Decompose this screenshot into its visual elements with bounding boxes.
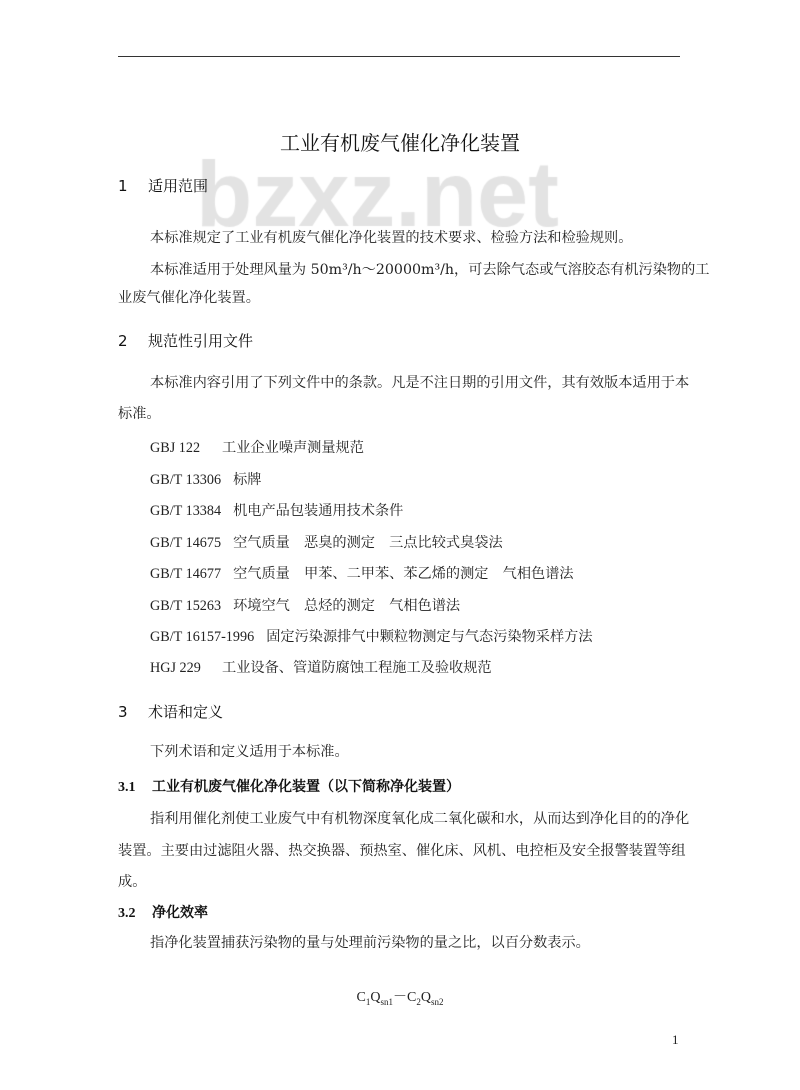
efficiency-formula-numerator [0,988,800,1012]
paragraph-cont: 成。 [118,874,147,890]
reference-code: GB/T 15263 [150,598,222,614]
paragraph: 本标准规定了工业有机废气催化净化装置的技术要求、检验方法和检验规则。 [150,230,633,246]
section-title: 适用范围 [148,177,209,195]
reference-code: GB/T 13384 [150,503,222,519]
subsection-3-1-heading [118,777,460,798]
formula-subscript: sn2 [430,996,444,1007]
reference-title: 空气质量 甲苯、二甲苯、苯乙烯的测定 气相色谱法 [233,566,574,582]
subsection-number: 3.1 [118,780,136,795]
formula-term: C [356,990,366,1005]
formula-subscript: sn1 [380,996,393,1007]
reference-item [150,596,460,616]
section-title: 规范性引用文件 [148,332,254,350]
reference-item [150,658,492,678]
paragraph: 本标准适用于处理风量为 50m³/h～20000m³/h，可去除气态或气溶胶态有机污染物的工 [150,262,710,278]
reference-title: 工业企业噪声测量规范 [222,440,364,456]
section-title: 术语和定义 [148,703,224,721]
reference-code: GB/T 14677 [150,566,222,582]
reference-code: GB/T 13306 [150,472,222,488]
reference-item [150,533,503,553]
reference-item [150,470,261,490]
paragraph: 指净化装置捕获污染物的量与处理前污染物的量之比，以百分数表示。 [150,935,590,951]
section-number: 1 [118,177,128,195]
formula-term: C [407,990,417,1005]
formula-term: Q [420,990,431,1005]
reference-item [150,438,364,458]
reference-code: GB/T 16157-1996 [150,629,255,645]
reference-title: 固定污染源排气中颗粒物测定与气态污染物采样方法 [266,629,593,645]
subsection-number: 3.2 [118,906,136,921]
reference-item [150,564,574,584]
section-3-heading [118,702,223,722]
formula-term: Q [370,990,381,1005]
section-1-heading [118,176,208,196]
document-title: 工业有机废气催化净化装置 [280,131,520,155]
section-2-heading [118,331,253,351]
paragraph: 下列术语和定义适用于本标准。 [150,744,349,760]
reference-title: 空气质量 恶臭的测定 三点比较式臭袋法 [233,535,503,551]
subsection-3-2-heading [118,903,208,924]
reference-item [150,627,593,647]
formula-subscript: 2 [416,996,421,1007]
subsection-title: 净化效率 [152,905,208,921]
reference-code: GB/T 14675 [150,535,222,551]
paragraph-cont: 标准。 [118,406,161,422]
formula-operator: － [393,990,407,1005]
section-number: 3 [118,703,128,721]
reference-title: 工业设备、管道防腐蚀工程施工及验收规范 [222,660,492,676]
paragraph: 指利用催化剂使工业废气中有机物深度氧化成二氧化碳和水，从而达到净化目的的净化 [150,811,690,827]
reference-item [150,501,403,521]
header-rule [118,56,680,57]
reference-title: 机电产品包装通用技术条件 [233,503,404,519]
section-number: 2 [118,332,128,350]
reference-code: HGJ 229 [150,660,201,676]
formula-subscript: 1 [365,996,371,1007]
page-number: 1 [672,1032,679,1047]
reference-title: 标牌 [233,472,262,488]
subsection-title: 工业有机废气催化净化装置（以下简称净化装置） [152,779,460,795]
reference-title: 环境空气 总烃的测定 气相色谱法 [233,598,461,614]
paragraph-cont: 业废气催化净化装置。 [118,290,260,306]
reference-code: GBJ 122 [150,440,201,456]
paragraph: 本标准内容引用了下列文件中的条款。凡是不注日期的引用文件，其有效版本适用于本 [150,375,690,391]
paragraph-cont: 装置。主要由过滤阻火器、热交换器、预热室、催化床、风机、电控柜及安全报警装置等组 [118,843,686,859]
